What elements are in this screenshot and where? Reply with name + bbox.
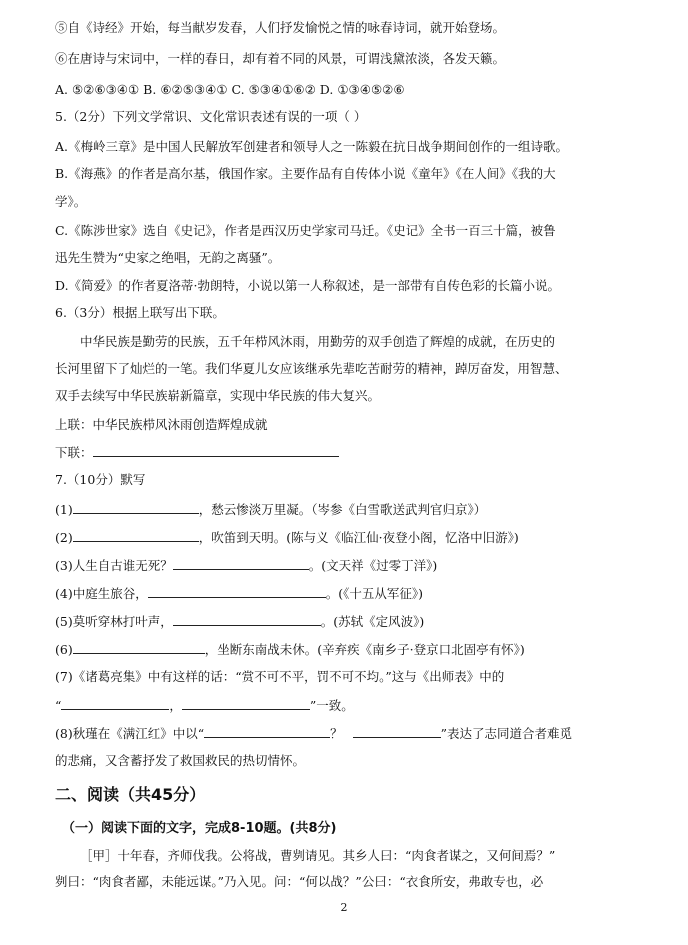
recite-item-4 xyxy=(55,584,423,603)
question-5-title: 5.（2分）下列文学常识、文化常识表述有误的一项（ ） xyxy=(55,109,367,124)
page-number: 2 xyxy=(340,901,348,914)
recite-item-5 xyxy=(55,612,424,631)
text-line: ⑤自《诗经》开始，每当献岁发春，人们抒发愉悦之情的咏春诗词，就开始登场。 xyxy=(55,20,506,35)
text-line: 的悲痛，又含蓄抒发了救国救民的热切情怀。 xyxy=(55,753,306,768)
item-text: (3)人生自古谁无死？ xyxy=(55,558,173,573)
recite-item-6 xyxy=(55,640,525,659)
item-text: ，吹笛到天明。(陈与义《临江仙·夜登小阁，忆洛中旧游》) xyxy=(198,530,519,545)
subsection-heading: （一）阅读下面的文字，完成8-10题。(共8分) xyxy=(62,821,337,836)
answer-blank[interactable] xyxy=(173,612,321,626)
item-text: 。(文天祥《过零丁洋》) xyxy=(308,558,438,573)
item-text: ，坐断东南战未休。(辛弃疾《南乡子·登京口北固亭有怀》) xyxy=(204,642,525,657)
recite-item-3 xyxy=(55,556,437,575)
option-a: A.《梅岭三章》是中国人民解放军创建者和领导人之一陈毅在抗日战争期间创作的一组诗歌。 xyxy=(55,139,569,154)
item-text: (2) xyxy=(55,530,73,545)
text-line: ⑥在唐诗与宋词中，一样的春日，却有着不同的风景，可谓浅黛浓淡，各发天籁。 xyxy=(55,51,506,66)
item-text: ，愁云惨淡万里凝。（岑参《白雪歌送武判官归京》） xyxy=(198,502,487,517)
question-6-title: 6.（3分）根据上联写出下联。 xyxy=(55,305,225,320)
question-7-title: 7.（10分）默写 xyxy=(55,472,146,487)
answer-blank[interactable] xyxy=(73,528,199,542)
recite-item-7-answer xyxy=(55,696,354,715)
item-text: “ xyxy=(55,698,62,713)
answer-blank[interactable] xyxy=(204,724,330,738)
item-text: ， xyxy=(169,698,182,713)
item-text: (6) xyxy=(55,642,73,657)
passage-line: ［甲］十年春，齐师伐我。公将战，曹刿请见。其乡人曰：“肉食者谋之，又何间焉？” xyxy=(80,848,556,863)
item-text: (8)秋瑾在《满江红》中以“ xyxy=(55,726,205,741)
answer-blank[interactable] xyxy=(73,500,199,514)
item-text: ？ xyxy=(330,726,343,741)
item-text: ”表达了志同道合者难觅 xyxy=(440,726,573,741)
recite-item-2 xyxy=(55,528,519,547)
answer-blank[interactable] xyxy=(73,640,205,654)
passage-line: 刿曰：“肉食者鄙，未能远谋。”乃入见。问：“何以战？”公曰：“衣食所安，弗敢专也，必 xyxy=(55,874,544,889)
answer-blank[interactable] xyxy=(182,696,310,710)
lower-couplet-label: 下联： xyxy=(55,445,93,460)
answer-blank[interactable] xyxy=(173,556,309,570)
passage-line: 长河里留下了灿烂的一笔。我们华夏儿女应该继承先辈吃苦耐劳的精神，踔厉奋发，用智慧、 xyxy=(55,361,568,376)
item-text: ”一致。 xyxy=(309,698,354,713)
answer-blank[interactable] xyxy=(148,584,326,598)
answer-blank[interactable] xyxy=(61,696,169,710)
option-c: C.《陈涉世家》选自《史记》，作者是西汉历史学家司马迁。《史记》全书一百三十篇，被鲁 xyxy=(55,223,556,238)
item-text: (4)中庭生旅谷， xyxy=(55,586,148,601)
text-line: 迅先生赞为“史家之绝唱，无韵之离骚”。 xyxy=(55,250,281,265)
lower-couplet xyxy=(55,443,339,462)
passage-line: 中华民族是勤劳的民族，五千年栉风沐雨，用勤劳的双手创造了辉煌的成就，在历史的 xyxy=(80,334,556,349)
passage-line: 双手去续写中华民族崭新篇章，实现中华民族的伟大复兴。 xyxy=(55,388,381,403)
recite-item-8 xyxy=(55,724,572,743)
recite-item-7: (7)《诸葛亮集》中有这样的话：“赏不可不平，罚不可不均。”这与《出师表》中的 xyxy=(55,669,505,684)
item-text: (1) xyxy=(55,502,73,517)
answer-options: A. ⑤②⑥③④① B. ⑥②⑤③④① C. ⑤③④①⑥② D. ①③④⑤②⑥ xyxy=(55,82,405,97)
answer-blank[interactable] xyxy=(353,724,441,738)
item-text: 。(《十五从军征》) xyxy=(325,586,423,601)
text-line: 学》。 xyxy=(55,194,87,209)
section-heading: 二、阅读（共45分） xyxy=(55,785,206,804)
recite-item-1 xyxy=(55,500,486,519)
item-text: (5)莫听穿林打叶声， xyxy=(55,614,173,629)
option-b: B.《海燕》的作者是高尔基，俄国作家。主要作品有自传体小说《童年》《在人间》《我的大 xyxy=(55,166,556,181)
upper-couplet: 上联：中华民族栉风沐雨创造辉煌成就 xyxy=(55,417,268,432)
answer-blank[interactable] xyxy=(93,443,339,457)
item-text: 。(苏轼《定风波》) xyxy=(320,614,425,629)
option-d: D.《简爱》的作者夏洛蒂·勃朗特，小说以第一人称叙述，是一部带有自传色彩的长篇小说。 xyxy=(55,278,561,293)
